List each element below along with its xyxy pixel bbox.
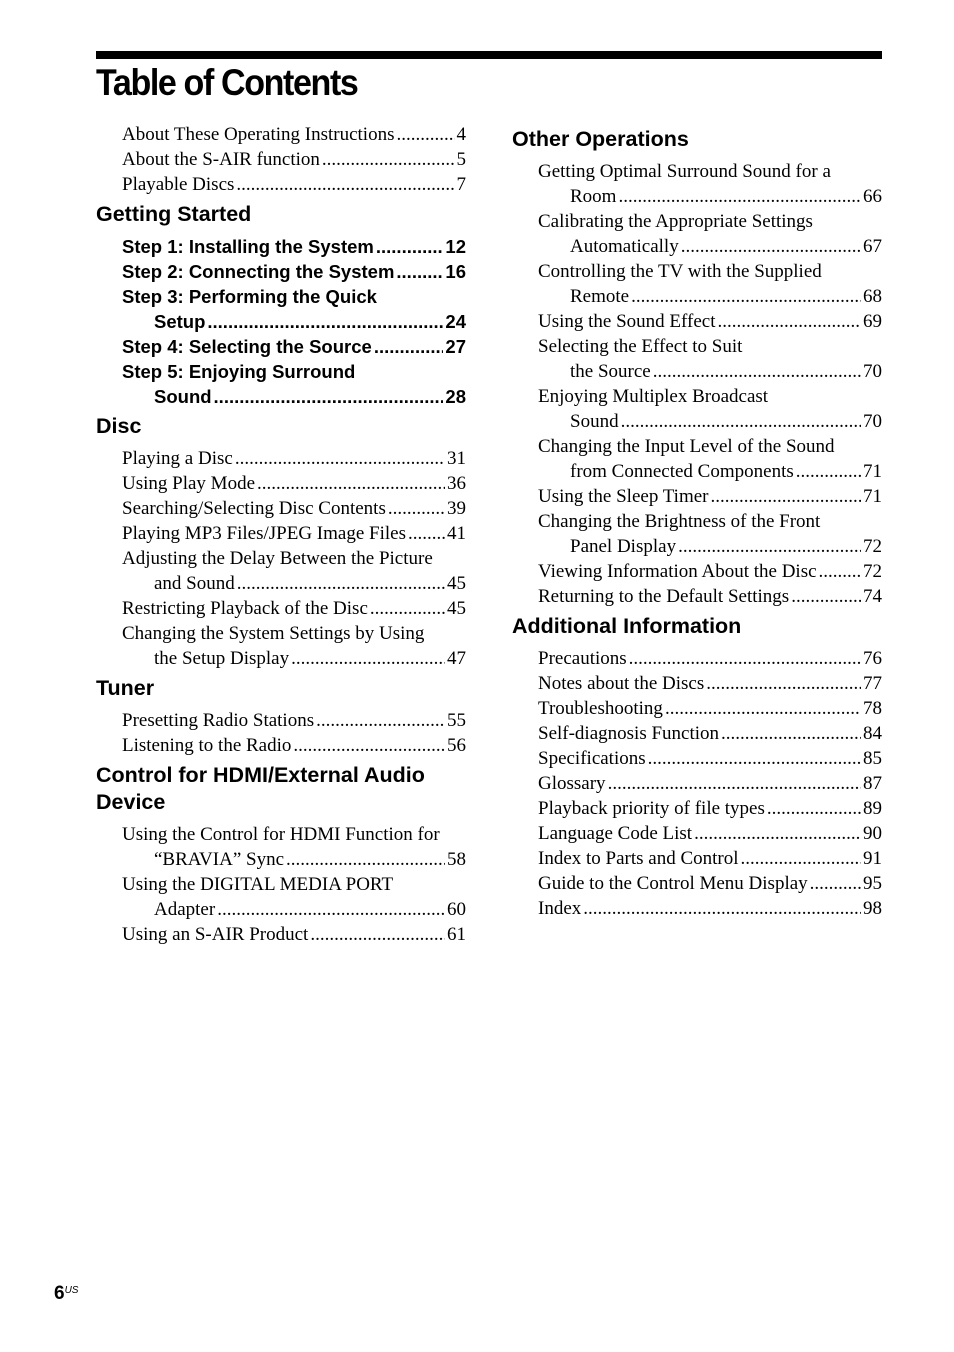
- toc-entry[interactable]: [122, 708, 466, 733]
- toc-entry[interactable]: [122, 621, 466, 671]
- toc-entry-list: [538, 646, 882, 921]
- toc-entry-page: 56: [447, 735, 466, 756]
- toc-entry-title: Setup: [154, 311, 206, 332]
- toc-entry-title: Step 3: Performing the Quick: [122, 286, 377, 307]
- toc-entry-page: 78: [863, 698, 882, 719]
- dot-leader: [396, 259, 443, 284]
- dot-leader: [257, 471, 445, 496]
- dot-leader: [235, 446, 445, 471]
- toc-entry-title: Index: [538, 898, 582, 919]
- toc-entry-title: Searching/Selecting Disc Contents: [122, 498, 386, 519]
- dot-leader: [621, 409, 861, 434]
- toc-entry-page: 58: [447, 849, 466, 870]
- toc-entry-page: 45: [447, 573, 466, 594]
- toc-entry[interactable]: [538, 509, 882, 559]
- toc-entry-list: [122, 234, 466, 409]
- dot-leader: [388, 496, 445, 521]
- toc-entry-page: 69: [863, 311, 882, 332]
- dot-leader: [618, 184, 861, 209]
- dot-leader: [217, 897, 445, 922]
- toc-entry-title: Guide to the Control Menu Display: [538, 873, 808, 894]
- dot-leader: [791, 584, 861, 609]
- toc-entry[interactable]: [122, 334, 466, 359]
- dot-leader: [396, 122, 454, 147]
- toc-entry-page: 66: [863, 186, 882, 207]
- toc-entry[interactable]: [122, 172, 466, 197]
- page-title: Table of Contents: [96, 62, 358, 103]
- toc-entry-page: 68: [863, 286, 882, 307]
- page-number-suffix: US: [64, 1285, 79, 1296]
- dot-leader: [721, 721, 861, 746]
- toc-entry-title: Self-diagnosis Function: [538, 723, 720, 744]
- toc-entry-title: “BRAVIA” Sync: [154, 849, 285, 870]
- toc-entry[interactable]: [538, 309, 882, 334]
- toc-entry[interactable]: [122, 471, 466, 496]
- toc-entry[interactable]: [122, 284, 466, 334]
- toc-entry-page: 90: [863, 823, 882, 844]
- dot-leader: [408, 521, 445, 546]
- dot-leader: [629, 646, 861, 671]
- toc-entry-page: 5: [456, 149, 466, 170]
- toc-entry-page: 28: [445, 386, 466, 407]
- toc-entry[interactable]: [538, 746, 882, 771]
- dot-leader: [681, 234, 861, 259]
- toc-entry-title: from Connected Components: [570, 461, 794, 482]
- toc-entry-title: Room: [570, 186, 617, 207]
- toc-entry-title: Using the Sleep Timer: [538, 486, 709, 507]
- toc-entry-page: 76: [863, 648, 882, 669]
- toc-entry-page: 27: [445, 336, 466, 357]
- toc-entry-title: Language Code List: [538, 823, 693, 844]
- toc-entry-title: Calibrating the Appropriate Settings: [538, 211, 813, 232]
- dot-leader: [648, 746, 861, 771]
- toc-entry-title: the Source: [570, 361, 651, 382]
- toc-entry-page: 85: [863, 748, 882, 769]
- toc-entry-title: Sound: [154, 386, 212, 407]
- toc-entry-title: Playable Discs: [122, 174, 235, 195]
- toc-entry[interactable]: [538, 159, 882, 209]
- toc-entry-page: 55: [447, 710, 466, 731]
- dot-leader: [741, 846, 861, 871]
- toc-entry-title: Returning to the Default Settings: [538, 586, 790, 607]
- toc-entry[interactable]: [538, 696, 882, 721]
- toc-entry-page: 12: [445, 236, 466, 257]
- toc-entry-title: Playing a Disc: [122, 448, 233, 469]
- toc-entry-title: Controlling the TV with the Supplied: [538, 261, 822, 282]
- toc-entry[interactable]: [538, 484, 882, 509]
- toc-entry-title: Step 1: Installing the System: [122, 236, 374, 257]
- dot-leader: [710, 484, 861, 509]
- toc-entry-title: Specifications: [538, 748, 646, 769]
- dot-leader: [653, 359, 861, 384]
- section-heading-other-operations: Other Operations: [512, 127, 689, 151]
- dot-leader: [293, 733, 445, 758]
- toc-entry-page: 77: [863, 673, 882, 694]
- toc-entry-list: [122, 122, 466, 197]
- dot-leader: [631, 284, 861, 309]
- toc-entry-title: Automatically: [570, 236, 679, 257]
- toc-entry[interactable]: [122, 822, 466, 872]
- toc-entry-page: 60: [447, 899, 466, 920]
- page-number-value: 6: [54, 1283, 65, 1304]
- toc-entry-page: 61: [447, 924, 466, 945]
- toc-entry-title: Step 4: Selecting the Source: [122, 336, 372, 357]
- toc-entry[interactable]: [538, 384, 882, 434]
- dot-leader: [374, 334, 444, 359]
- toc-entry-page: 7: [456, 174, 466, 195]
- toc-entry[interactable]: [538, 584, 882, 609]
- dot-leader: [678, 534, 861, 559]
- toc-entry-title: Glossary: [538, 773, 606, 794]
- toc-right-column: [512, 122, 882, 921]
- toc-entry-title: Using the Control for HDMI Function for: [122, 824, 440, 845]
- toc-entry-page: 39: [447, 498, 466, 519]
- toc-entry[interactable]: [538, 671, 882, 696]
- toc-entry-title: Using the DIGITAL MEDIA PORT: [122, 874, 394, 895]
- toc-entry-title: Notes about the Discs: [538, 673, 705, 694]
- toc-entry-page: 70: [863, 361, 882, 382]
- toc-entry-page: 67: [863, 236, 882, 257]
- dot-leader: [322, 147, 455, 172]
- toc-entry[interactable]: [538, 721, 882, 746]
- toc-entry-title: Adapter: [154, 899, 216, 920]
- toc-entry[interactable]: [122, 872, 466, 922]
- toc-entry-title: Step 5: Enjoying Surround: [122, 361, 356, 382]
- toc-entry[interactable]: [538, 434, 882, 484]
- toc-entry-page: 70: [863, 411, 882, 432]
- toc-entry-page: 41: [447, 523, 466, 544]
- toc-entry-title: Restricting Playback of the Disc: [122, 598, 368, 619]
- toc-entry-page: 91: [863, 848, 882, 869]
- dot-leader: [665, 696, 861, 721]
- toc-entry-title: Getting Optimal Surround Sound for a: [538, 161, 831, 182]
- dot-leader: [810, 871, 861, 896]
- toc-entry-title: About These Operating Instructions: [122, 124, 395, 145]
- dot-leader: [310, 922, 445, 947]
- toc-entry-page: 95: [863, 873, 882, 894]
- toc-entry-title: Presetting Radio Stations: [122, 710, 315, 731]
- toc-entry[interactable]: [122, 496, 466, 521]
- toc-entry-title: Step 2: Connecting the System: [122, 261, 395, 282]
- toc-entry-title: Index to Parts and Control: [538, 848, 739, 869]
- toc-entry[interactable]: [538, 559, 882, 584]
- toc-entry-title: Remote: [570, 286, 630, 307]
- toc-left-column: [96, 122, 466, 947]
- toc-entry[interactable]: [122, 446, 466, 471]
- dot-leader: [819, 559, 861, 584]
- toc-entry-page: 71: [863, 486, 882, 507]
- toc-entry-page: 45: [447, 598, 466, 619]
- dot-leader: [316, 708, 445, 733]
- toc-entry[interactable]: [538, 771, 882, 796]
- toc-entry-title: the Setup Display: [154, 648, 290, 669]
- toc-entry-title: Listening to the Radio: [122, 735, 292, 756]
- toc-entry[interactable]: [538, 334, 882, 384]
- toc-entry-title: About the S-AIR function: [122, 149, 320, 170]
- toc-entry-title: Viewing Information About the Disc: [538, 561, 817, 582]
- toc-entry-page: 36: [447, 473, 466, 494]
- dot-leader: [767, 796, 861, 821]
- toc-entry[interactable]: [538, 871, 882, 896]
- toc-entry[interactable]: [122, 733, 466, 758]
- toc-entry[interactable]: [538, 846, 882, 871]
- toc-entry-title: Changing the Input Level of the Sound: [538, 436, 835, 457]
- dot-leader: [583, 896, 861, 921]
- toc-entry-page: 72: [863, 561, 882, 582]
- toc-entry[interactable]: [122, 234, 466, 259]
- toc-entry-page: 4: [456, 124, 466, 145]
- toc-entry-page: 74: [863, 586, 882, 607]
- toc-entry-list: [122, 822, 466, 947]
- toc-entry-page: 84: [863, 723, 882, 744]
- dot-leader: [694, 821, 861, 846]
- toc-entry[interactable]: [122, 259, 466, 284]
- toc-entry-title: Precautions: [538, 648, 627, 669]
- toc-entry-page: 24: [445, 311, 466, 332]
- toc-entry[interactable]: [122, 546, 466, 596]
- toc-entry-page: 31: [447, 448, 466, 469]
- toc-entry-list: [122, 446, 466, 671]
- dot-leader: [376, 234, 444, 259]
- toc-entry[interactable]: [538, 646, 882, 671]
- toc-entry-list: [538, 159, 882, 609]
- toc-entry[interactable]: [122, 359, 466, 409]
- toc-entry-title: Adjusting the Delay Between the Picture: [122, 548, 433, 569]
- toc-entry-title: Changing the System Settings by Using: [122, 623, 425, 644]
- toc-entry[interactable]: [538, 259, 882, 309]
- toc-entry-title: Troubleshooting: [538, 698, 663, 719]
- dot-leader: [706, 671, 861, 696]
- toc-entry-title: Changing the Brightness of the Front: [538, 511, 821, 532]
- toc-entry-list: [122, 708, 466, 758]
- toc-entry[interactable]: [122, 922, 466, 947]
- toc-entry-title: Playing MP3 Files/JPEG Image Files: [122, 523, 406, 544]
- toc-entry[interactable]: [538, 209, 882, 259]
- toc-entry-page: 71: [863, 461, 882, 482]
- toc-entry[interactable]: [122, 596, 466, 621]
- toc-entry-title: Enjoying Multiplex Broadcast: [538, 386, 769, 407]
- top-rule: [96, 51, 882, 59]
- toc-entry-title: Playback priority of file types: [538, 798, 765, 819]
- toc-entry-page: 16: [445, 261, 466, 282]
- section-heading-control-for-hdmi-external-audio-device: Control for HDMI/External Audio Device: [96, 763, 425, 814]
- dot-leader: [214, 384, 444, 409]
- section-heading-additional-information: Additional Information: [512, 614, 742, 638]
- page-number: [54, 1283, 78, 1305]
- toc-entry-title: Using an S-AIR Product: [122, 924, 309, 945]
- dot-leader: [207, 309, 443, 334]
- toc-entry[interactable]: [122, 147, 466, 172]
- toc-entry[interactable]: [538, 796, 882, 821]
- section-heading-tuner: Tuner: [96, 676, 155, 700]
- toc-entry-title: Panel Display: [570, 536, 677, 557]
- toc-entry-title: Using Play Mode: [122, 473, 255, 494]
- toc-entry-page: 98: [863, 898, 882, 919]
- toc-entry-title: Selecting the Effect to Suit: [538, 336, 743, 357]
- dot-leader: [370, 596, 445, 621]
- toc-entry-page: 87: [863, 773, 882, 794]
- dot-leader: [236, 172, 454, 197]
- section-heading-disc: Disc: [96, 414, 142, 438]
- dot-leader: [237, 571, 445, 596]
- dot-leader: [608, 771, 861, 796]
- dot-leader: [286, 847, 445, 872]
- dot-leader: [796, 459, 861, 484]
- toc-entry-page: 89: [863, 798, 882, 819]
- toc-entry-title: Using the Sound Effect: [538, 311, 716, 332]
- toc-entry[interactable]: [122, 521, 466, 546]
- toc-entry[interactable]: [538, 896, 882, 921]
- dot-leader: [718, 309, 862, 334]
- toc-entry-page: 47: [447, 648, 466, 669]
- toc-entry-title: and Sound: [154, 573, 235, 594]
- dot-leader: [291, 646, 445, 671]
- section-heading-getting-started: Getting Started: [96, 202, 252, 226]
- toc-entry-title: Sound: [570, 411, 619, 432]
- toc-entry[interactable]: [122, 122, 466, 147]
- toc-entry[interactable]: [538, 821, 882, 846]
- toc-entry-page: 72: [863, 536, 882, 557]
